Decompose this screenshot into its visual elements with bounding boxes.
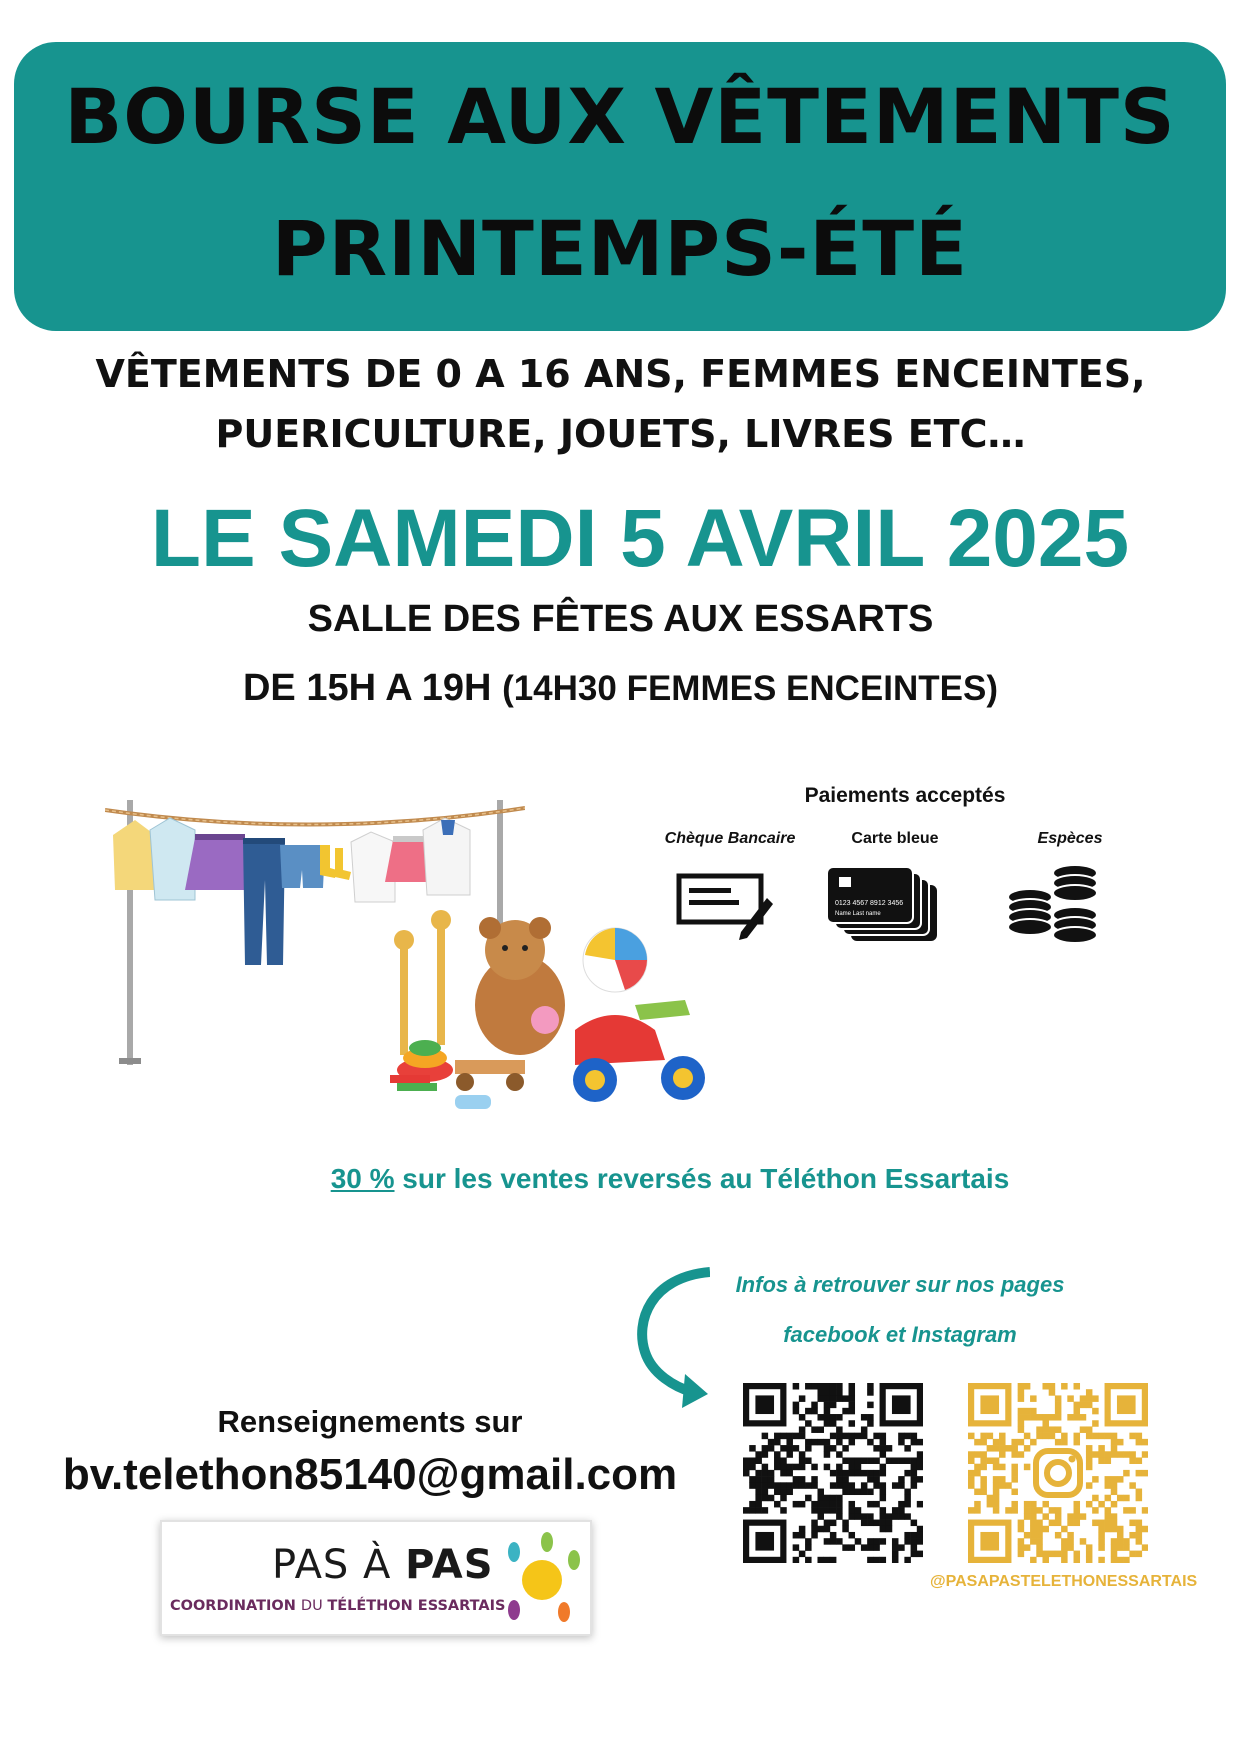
title-line-1: BOURSE AUX VÊTEMENTS: [64, 72, 1176, 161]
footprints-sun-icon: [502, 1530, 587, 1628]
logo-sub-b: DU: [300, 1598, 328, 1614]
card-number: 0123 4567 8912 3456: [835, 900, 904, 907]
logo-subtitle: [170, 1598, 506, 1614]
card-name: Name Last name: [835, 911, 881, 917]
payment-label-card: Carte bleue: [851, 830, 939, 847]
event-venue: SALLE DES FÊTES AUX ESSARTS: [307, 598, 934, 640]
hours-note: (14H30 FEMMES ENCEINTES): [502, 669, 998, 708]
social-info-line-1: Infos à retrouver sur nos pages: [735, 1272, 1065, 1297]
payments-title: Paiements acceptés: [804, 784, 1006, 807]
curved-arrow-icon: [630, 1262, 710, 1412]
cheque-icon: [675, 870, 775, 950]
toys-illustration: [385, 910, 725, 1125]
pas-a-pas-logo: [160, 1520, 592, 1636]
social-info-line-2: facebook et Instagram: [783, 1322, 1017, 1347]
instagram-handle: @PASAPASTELETHONESSARTAIS: [930, 1573, 1198, 1590]
subtitle-line-2: PUERICULTURE, JOUETS, LIVRES ETC…: [215, 412, 1026, 456]
donation-percent: 30 %: [330, 1163, 395, 1194]
logo-title: [272, 1542, 494, 1588]
donation-text: sur les ventes reversés au Téléthon Essartais: [394, 1163, 1010, 1194]
donation-line: [0, 1163, 1241, 1195]
instagram-qr-code[interactable]: [968, 1383, 1148, 1563]
coins-icon: [1005, 855, 1105, 950]
facebook-qr-code[interactable]: [743, 1383, 923, 1563]
event-date: LE SAMEDI 5 AVRIL 2025: [150, 493, 1130, 584]
logo-title-b: PAS: [405, 1542, 494, 1588]
event-hours: [0, 667, 1241, 710]
logo-sub-a: COORDINATION: [170, 1598, 301, 1614]
title-line-2: PRINTEMPS-ÉTÉ: [271, 204, 969, 293]
payment-label-cash: Espèces: [1037, 830, 1103, 847]
credit-card-icon: [825, 865, 940, 945]
contact-label: Renseignements sur: [217, 1404, 523, 1439]
logo-sub-c: TÉLÉTHON ESSARTAIS: [327, 1598, 506, 1614]
subtitle-line-1: VÊTEMENTS DE 0 A 16 ANS, FEMMES ENCEINTES,: [95, 352, 1146, 396]
hours-main: DE 15H A 19H: [242, 667, 492, 709]
payment-label-cheque: Chèque Bancaire: [664, 830, 796, 847]
title-banner: [14, 42, 1226, 331]
contact-email[interactable]: bv.telethon85140@gmail.com: [62, 1450, 678, 1499]
logo-title-a: PAS À: [272, 1542, 406, 1588]
